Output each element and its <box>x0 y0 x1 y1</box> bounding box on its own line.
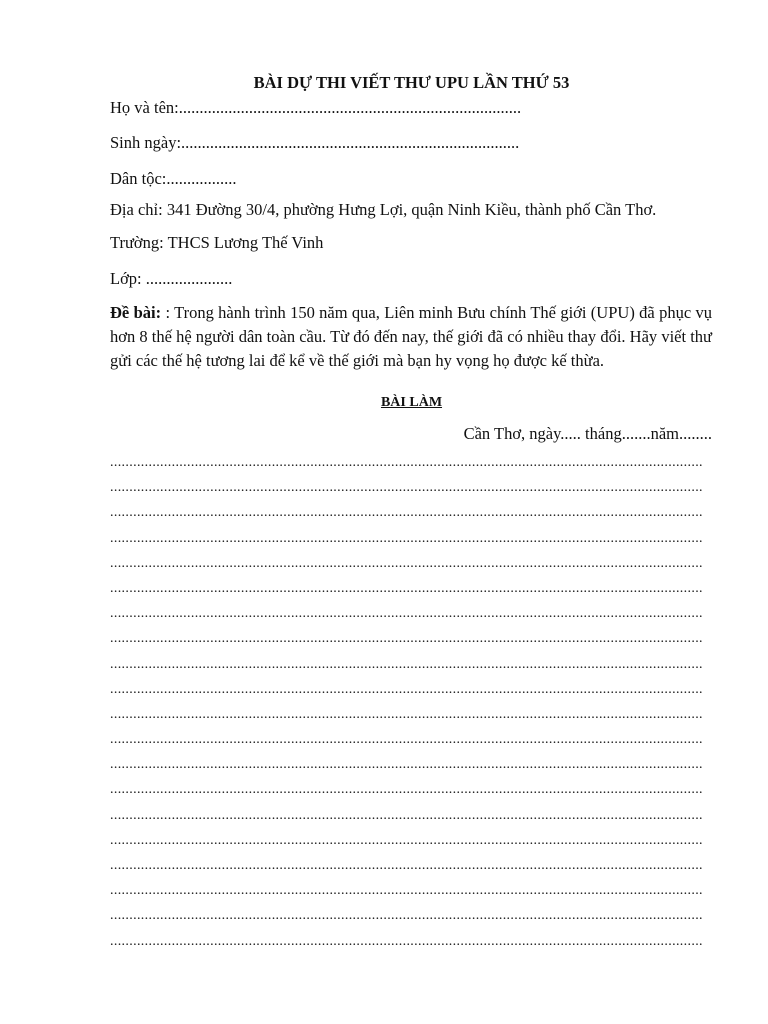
writing-line: .......................................................................................................................................................... <box>110 606 703 622</box>
document-title: BÀI DỰ THI VIẾT THƯ UPU LẦN THỨ 53 <box>253 73 570 92</box>
writing-line: .......................................................................................................................................................... <box>110 530 703 546</box>
writing-line: .......................................................................................................................................................... <box>110 656 703 672</box>
writing-line: .......................................................................................................................................................... <box>110 908 703 924</box>
writing-line: .......................................................................................................................................................... <box>110 505 703 521</box>
essay-prompt <box>110 301 712 373</box>
birthdate-field: Sinh ngày:.................................................................................. <box>110 133 520 152</box>
writing-line: .......................................................................................................................................................... <box>110 933 703 949</box>
answer-heading: BÀI LÀM <box>380 395 443 410</box>
writing-lines <box>110 454 713 958</box>
writing-line: .......................................................................................................................................................... <box>110 455 703 470</box>
writing-line: .......................................................................................................................................................... <box>110 631 703 647</box>
school-field: Trường: THCS Lương Thế Vinh <box>110 233 324 252</box>
writing-line: .......................................................................................................................................................... <box>110 757 703 773</box>
writing-line: .......................................................................................................................................................... <box>110 782 703 798</box>
address-field: Địa chỉ: 341 Đường 30/4, phường Hưng Lợi, quận Ninh Kiều, thành phố Cần Thơ. <box>110 200 657 219</box>
writing-line: .......................................................................................................................................................... <box>110 883 703 899</box>
prompt-text: : Trong hành trình 150 năm qua, Liên minh Bưu chính Thế giới (UPU) đã phục vụ hơn 8 thế hệ người dân toàn cầu. Từ đó đến nay, thế giới đã có nhiều thay đổi. Hãy viết thư gửi các thế hệ tương lai để kể về thế giới mà bạn hy vọng họ được kế thừa. <box>110 303 712 370</box>
writing-line: .......................................................................................................................................................... <box>110 858 703 873</box>
writing-line: .......................................................................................................................................................... <box>110 732 703 748</box>
prompt-label: Đề bài: <box>110 303 162 322</box>
ethnicity-field: Dân tộc:................. <box>110 169 237 188</box>
writing-line: .......................................................................................................................................................... <box>110 706 703 722</box>
name-field: Họ và tên:................................................................................... <box>110 98 522 117</box>
writing-line: .......................................................................................................................................................... <box>110 580 703 596</box>
writing-line: .......................................................................................................................................................... <box>110 807 703 823</box>
writing-line: .......................................................................................................................................................... <box>110 480 703 496</box>
writing-line: .......................................................................................................................................................... <box>110 555 703 571</box>
writing-line: .......................................................................................................................................................... <box>110 832 703 848</box>
dateline: Cần Thơ, ngày..... tháng.......năm........ <box>463 424 712 443</box>
writing-line: .......................................................................................................................................................... <box>110 681 703 697</box>
class-field: Lớp: ..................... <box>110 269 233 288</box>
